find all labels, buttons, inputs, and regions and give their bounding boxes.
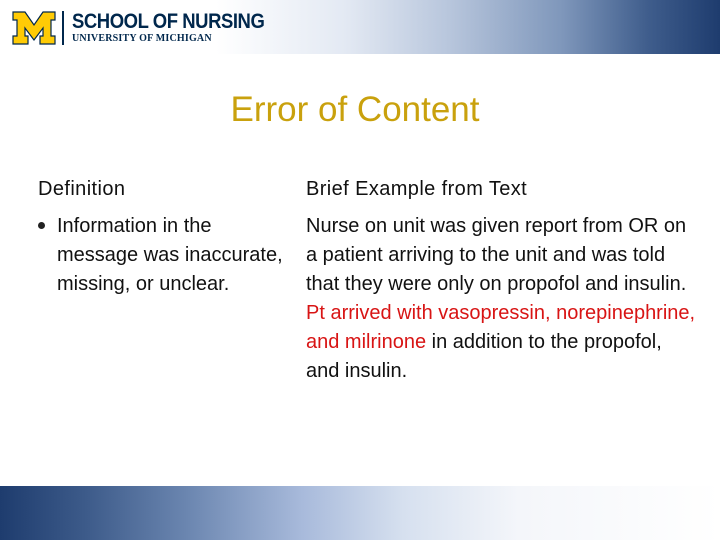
logo-divider [62, 11, 64, 45]
definition-column [38, 178, 288, 299]
logo-university-name: UNIVERSITY OF MICHIGAN [72, 33, 212, 44]
header-band [0, 0, 720, 54]
definition-text: Information in the message was inaccurate, missing, or unclear. [57, 215, 283, 295]
example-text-highlight: Pt arrived with vasopressin, norepinephrine, and milrinone [306, 302, 696, 353]
footer-band [0, 486, 720, 540]
example-text-before: Nurse on unit was given report from OR on a patient arriving to the unit and was told that they were only on propofol and insulin. [306, 215, 687, 295]
example-column [306, 178, 696, 386]
example-heading: Brief Example from Text [306, 178, 528, 200]
logo-school-name: SCHOOL OF NURSING [72, 10, 265, 33]
slide-title: Error of Content [230, 90, 480, 129]
school-logo [12, 10, 291, 46]
block-m-icon [12, 11, 56, 45]
logo-text [72, 11, 291, 45]
example-text-after: in addition to the propofol, and insulin. [306, 331, 662, 382]
definition-heading: Definition [38, 178, 126, 200]
bullet-icon [38, 222, 45, 229]
definition-bullet [38, 212, 288, 299]
example-text [306, 212, 696, 386]
